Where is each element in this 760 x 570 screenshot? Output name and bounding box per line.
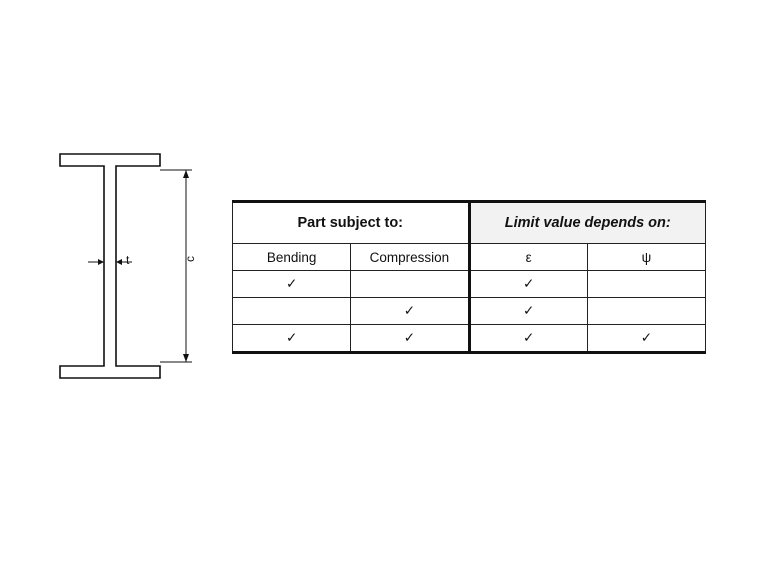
group-header-part-subject-to: Part subject to: bbox=[233, 202, 470, 244]
column-header-compression: Compression bbox=[351, 244, 469, 271]
cell-bending: ✓ bbox=[233, 325, 351, 353]
cell-compression: ✓ bbox=[351, 298, 469, 325]
cell-psi bbox=[587, 298, 705, 325]
column-header-epsilon: ε bbox=[469, 244, 587, 271]
cell-epsilon: ✓ bbox=[469, 298, 587, 325]
table-group-header-row bbox=[233, 202, 706, 244]
height-dimension bbox=[160, 170, 192, 362]
table-row bbox=[233, 271, 706, 298]
i-beam-figure bbox=[40, 140, 220, 400]
cell-bending: ✓ bbox=[233, 271, 351, 298]
limit-value-table bbox=[232, 200, 706, 354]
height-label: c bbox=[183, 256, 197, 262]
cell-psi: ✓ bbox=[587, 325, 705, 353]
i-beam-outline bbox=[40, 140, 220, 400]
cell-compression: ✓ bbox=[351, 325, 469, 353]
column-header-bending: Bending bbox=[233, 244, 351, 271]
cell-bending bbox=[233, 298, 351, 325]
cell-compression bbox=[351, 271, 469, 298]
table-column-header-row bbox=[233, 244, 706, 271]
cell-epsilon: ✓ bbox=[469, 325, 587, 353]
cell-psi bbox=[587, 271, 705, 298]
column-header-psi: ψ bbox=[587, 244, 705, 271]
group-header-limit-value: Limit value depends on: bbox=[469, 202, 706, 244]
thickness-label: t bbox=[126, 253, 130, 267]
limit-value-table-wrapper bbox=[232, 200, 706, 354]
cell-epsilon: ✓ bbox=[469, 271, 587, 298]
table-row bbox=[233, 298, 706, 325]
table-row bbox=[233, 325, 706, 353]
